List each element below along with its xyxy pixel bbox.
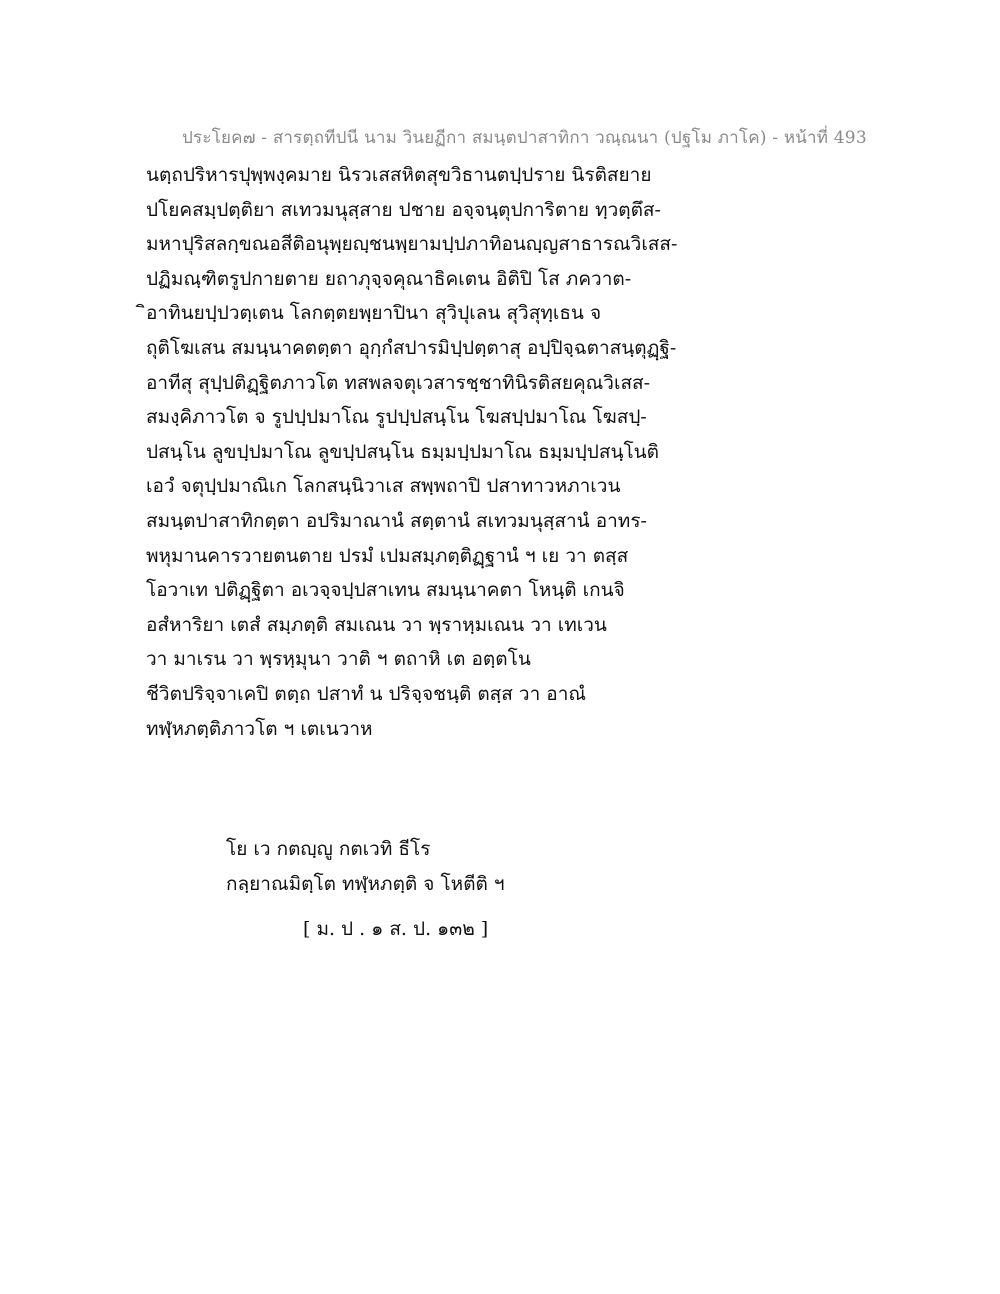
text-line: สมงฺคิภาวโต จ รูปปฺปมาโณ รูปปฺปสนฺโน โฆสปฺปมาโณ โฆสปฺ- [146,406,647,429]
body-text [146,158,706,746]
text-line: อสํหาริยา เตสํ สมฺภตฺติ สมเณน วา พฺราหฺมเณน วา เทเวน [146,613,607,636]
text-line: ปฏิมณฺฑิตรูปกายตาย ยถาภุจฺจคุณาธิคเตน อิติปิ โส ภควาต- [146,267,632,290]
verse [226,832,505,901]
text-line: ชีวิตปริจฺจาเคปิ ตตฺถ ปสาทํ น ปริจฺจชนฺติ ตสฺส วา อาณํ [146,682,586,705]
verse-line: กลฺยาณมิตฺโต ทฬฺหภตฺติ จ โหตีติ ฯ [226,872,505,895]
text-line: ถุติโฆเสน สมนฺนาคตตฺตา อุกฺกํสปารมิปฺปตฺตาสุ อปฺปิจฺฉตาสนฺตุฏฺฐิ- [146,336,677,359]
text-line: วา มาเรน วา พฺรหฺมุนา วาติ ฯ ตถาหิ เต อตฺตโน [146,648,531,671]
text-line: โอวาเท ปติฏฺฐิตา อเวจฺจปฺปสาเทน สมนฺนาคตา โหนฺติ เกนจิ [146,579,625,602]
text-line: สมนฺตปาสาทิกตฺตา อปริมาณานํ สตฺตานํ สเทวมนุสฺสานํ อาทร- [146,509,647,532]
page-header: ประโยค๗ - สารตฺถทีปนี นาม วินยฏีกา สมนฺตปาสาทิกา วณฺณนา (ปฐโม ภาโค) - หน้าที่ 493 [182,128,867,148]
text-line: อาทีสุ สุปฺปติฏฺฐิตภาวโต ทสพลจตุเวสารชฺชาทินิรติสยคุณวิเสส- [146,371,651,394]
text-line: ปโยคสมฺปตฺติยา สเทวมนุสฺสาย ปชาย อจฺจนฺตุปการิตาย ทฺวตฺตึส- [146,198,661,221]
text-line: พหุมานคารวายตนตาย ปรมํ เปมสมฺภตฺติฏฺฐานํ ฯ เย วา ตสฺส [146,544,629,567]
text-line: ปสนฺโน ลูขปฺปมาโณ ลูขปฺปสนฺโน ธมฺมปฺปมาโณ ธมฺมปฺปสนฺโนติ [146,440,659,463]
verse-line: โย เว กตญฺญู กตเวทิ ธีโร [226,838,431,860]
text-line: นตฺถปริหารปุพฺพงฺคมาย นิรวเสสหิตสุขวิธานตปฺปราย นิรติสยาย [146,164,652,186]
text-line: เอวํ จตุปฺปมาณิเก โลกสนฺนิวาเส สพฺพถาปิ ปสาทาวหภาเวน [146,475,621,498]
citation-reference: [ ม. ป . ๑ ส. ป. ๑๓๒ ] [303,918,489,940]
text-line: ทฬฺหภตฺติภาวโต ฯ เตเนวาห [146,717,373,740]
text-line: มหาปุริสลกฺขณอสีติอนุพฺยญฺชนพฺยามปฺปภาทิอนญฺญสาธารณวิเสส- [146,233,678,256]
text-line: ิอาทินยปฺปวตฺเตน โลกตฺตยพฺยาปินา สุวิปุเลน สุวิสุทฺเธน จ [146,302,602,325]
